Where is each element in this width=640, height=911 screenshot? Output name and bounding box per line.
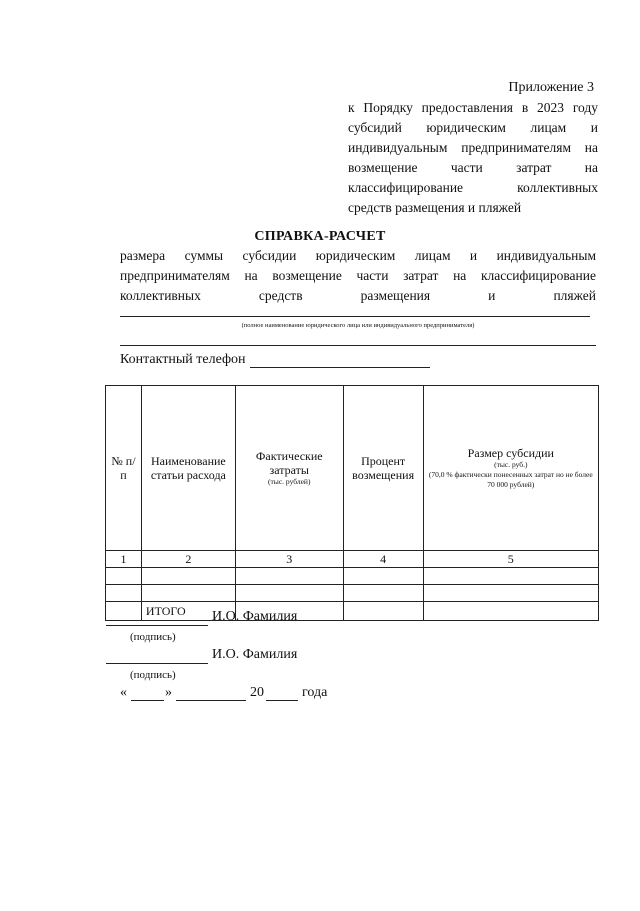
table-cell[interactable]	[235, 568, 343, 585]
signatory-name-1: И.О. Фамилия	[212, 609, 298, 624]
table-row	[106, 585, 599, 602]
entity-name-line[interactable]	[120, 316, 590, 317]
table-row	[106, 568, 599, 585]
table-cell[interactable]	[343, 568, 423, 585]
header-expense-name: Наименование статьи расхода	[141, 386, 235, 551]
header-actual-costs	[235, 386, 343, 551]
date-close-quote: »	[165, 685, 172, 700]
document-title: СПРАВКА-РАСЧЕТ	[254, 229, 386, 244]
table-cell[interactable]	[106, 568, 142, 585]
table-cell[interactable]	[423, 585, 598, 602]
date-year-line[interactable]	[266, 700, 298, 701]
column-number: 3	[235, 551, 343, 568]
appendix-line: классифицирование коллективных	[348, 180, 598, 195]
document-subtitle	[120, 246, 596, 306]
signatory-name-2: И.О. Фамилия	[212, 647, 298, 662]
signature-caption-2: (подпись)	[130, 669, 176, 681]
table-cell[interactable]	[141, 585, 235, 602]
header-subsidy-note: (70,0 % фактически понесенных затрат но не более 70 000 рублей)	[428, 470, 593, 489]
total-row	[106, 602, 599, 621]
column-number: 5	[423, 551, 598, 568]
date-century: 20	[250, 685, 264, 700]
table-cell[interactable]	[423, 568, 598, 585]
signature-line-2[interactable]	[106, 663, 208, 664]
table-cell[interactable]	[343, 602, 423, 621]
header-reimbursement-percent: Процент возмещения	[343, 386, 423, 551]
table-cell[interactable]	[106, 602, 142, 621]
calculation-table	[105, 385, 599, 621]
divider-line	[120, 345, 596, 346]
appendix-line: субсидий юридическим лицам и	[348, 120, 598, 135]
total-label: ИТОГО	[141, 602, 235, 621]
appendix-line: средств размещения и пляжей	[348, 200, 522, 215]
column-number: 4	[343, 551, 423, 568]
appendix-title: Приложение 3	[508, 80, 594, 95]
subtitle-line: коллективных средств размещения и пляжей	[120, 288, 596, 303]
table-cell[interactable]	[235, 585, 343, 602]
table-cell[interactable]	[423, 602, 598, 621]
signature-caption-1: (подпись)	[130, 631, 176, 643]
subtitle-line: размера суммы субсидии юридическим лицам и индивидуальным	[120, 248, 596, 263]
phone-input-line[interactable]	[250, 367, 430, 368]
signature-line-1[interactable]	[106, 625, 208, 626]
column-number: 1	[106, 551, 142, 568]
subtitle-line: предпринимателям на возмещение части затрат на классифицирование	[120, 268, 596, 283]
table-cell[interactable]	[343, 585, 423, 602]
appendix-line: возмещение части затрат на	[348, 160, 598, 175]
phone-label: Контактный телефон	[120, 352, 246, 367]
table-cell[interactable]	[106, 585, 142, 602]
appendix-description	[348, 98, 598, 218]
date-open-quote: «	[120, 685, 127, 700]
table-header-row	[106, 386, 599, 551]
header-subsidy-amount	[423, 386, 598, 551]
header-subsidy-label: Размер субсидии	[467, 446, 554, 460]
column-number-row	[106, 551, 599, 568]
appendix-line: индивидуальным предпринимателям на	[348, 140, 598, 155]
header-num: № п/п	[106, 386, 142, 551]
header-actual-costs-unit: (тыс. рублей)	[268, 477, 311, 486]
header-subsidy-unit: (тыс. руб.)	[494, 460, 528, 469]
table-cell[interactable]	[141, 568, 235, 585]
header-actual-costs-label: Фактические затраты	[255, 449, 323, 477]
column-number: 2	[141, 551, 235, 568]
date-month-line[interactable]	[176, 700, 246, 701]
date-suffix: года	[302, 685, 328, 700]
entity-name-caption: (полное наименование юридического лица или индивидуального предпринимателя)	[241, 322, 475, 329]
date-day-line[interactable]	[131, 700, 164, 701]
appendix-line: к Порядку предоставления в 2023 году	[348, 100, 598, 115]
